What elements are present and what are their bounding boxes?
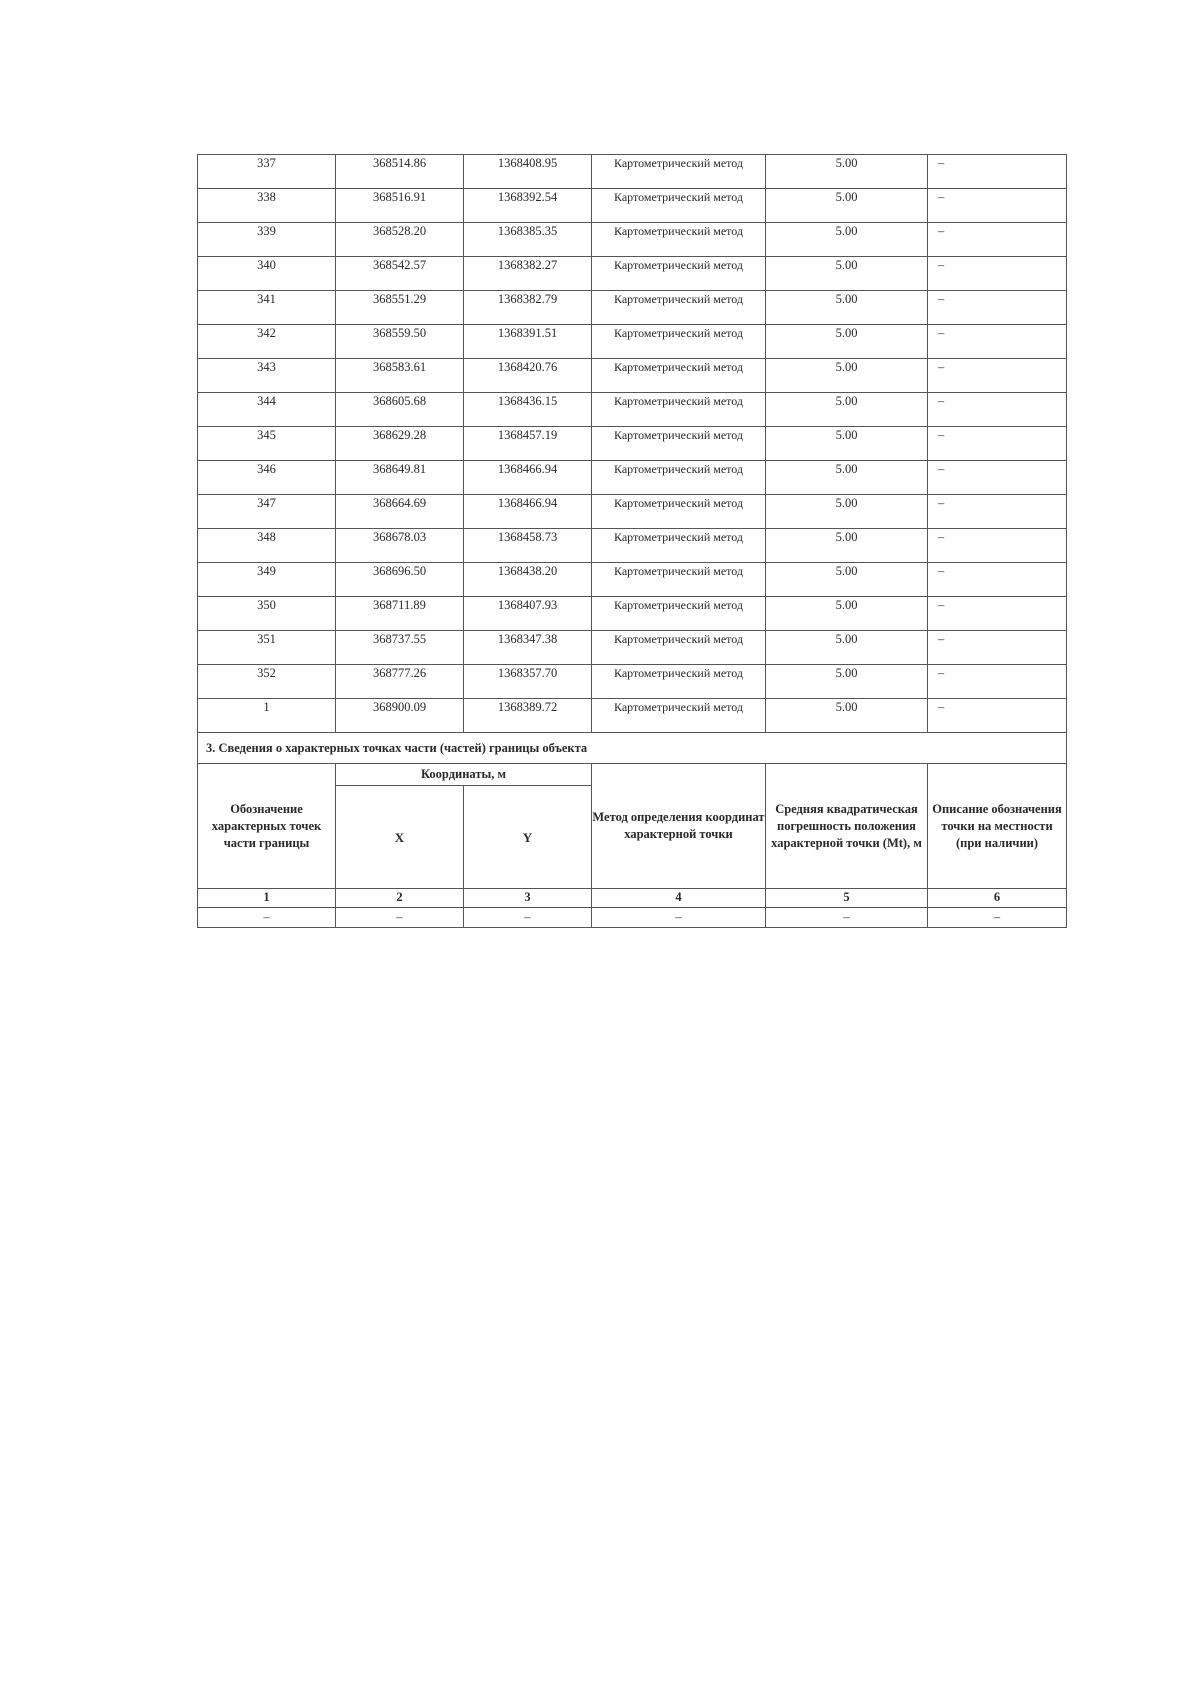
method-cell: Картометрический метод [592, 155, 766, 189]
section-3 [198, 733, 1067, 928]
empty-cell: – [766, 908, 928, 928]
table-row [198, 325, 1067, 359]
accuracy-cell: 5.00 [766, 291, 928, 325]
description-cell: – [928, 529, 1067, 563]
coord-x: 368629.28 [336, 427, 464, 461]
description-cell: – [928, 699, 1067, 733]
column-number: 6 [928, 889, 1067, 908]
coord-x: 368664.69 [336, 495, 464, 529]
accuracy-cell: 5.00 [766, 699, 928, 733]
column-number: 3 [464, 889, 592, 908]
description-cell: – [928, 223, 1067, 257]
accuracy-cell: 5.00 [766, 529, 928, 563]
empty-row [198, 908, 1067, 928]
method-cell: Картометрический метод [592, 359, 766, 393]
coord-x: 368777.26 [336, 665, 464, 699]
accuracy-cell: 5.00 [766, 495, 928, 529]
point-number: 351 [198, 631, 336, 665]
point-number: 340 [198, 257, 336, 291]
method-cell: Картометрический метод [592, 529, 766, 563]
header-description: Описание обозначения точки на местности (при наличии) [928, 764, 1067, 889]
accuracy-cell: 5.00 [766, 155, 928, 189]
coord-y: 1368457.19 [464, 427, 592, 461]
coord-y: 1368385.35 [464, 223, 592, 257]
point-number: 343 [198, 359, 336, 393]
method-cell: Картометрический метод [592, 495, 766, 529]
accuracy-cell: 5.00 [766, 665, 928, 699]
accuracy-cell: 5.00 [766, 631, 928, 665]
coord-y: 1368391.51 [464, 325, 592, 359]
column-numbers-row [198, 889, 1067, 908]
coord-x: 368737.55 [336, 631, 464, 665]
description-cell: – [928, 665, 1067, 699]
column-number: 1 [198, 889, 336, 908]
coord-y: 1368438.20 [464, 563, 592, 597]
table-row [198, 597, 1067, 631]
table-row [198, 461, 1067, 495]
point-number: 339 [198, 223, 336, 257]
point-number: 338 [198, 189, 336, 223]
coord-x: 368542.57 [336, 257, 464, 291]
method-cell: Картометрический метод [592, 461, 766, 495]
table-row [198, 699, 1067, 733]
coord-x: 368583.61 [336, 359, 464, 393]
description-cell: – [928, 631, 1067, 665]
accuracy-cell: 5.00 [766, 223, 928, 257]
method-cell: Картометрический метод [592, 699, 766, 733]
column-number: 4 [592, 889, 766, 908]
point-number: 350 [198, 597, 336, 631]
description-cell: – [928, 257, 1067, 291]
empty-cell: – [336, 908, 464, 928]
table-row [198, 257, 1067, 291]
coord-y: 1368420.76 [464, 359, 592, 393]
coordinates-rows [198, 155, 1067, 733]
description-cell: – [928, 495, 1067, 529]
coord-y: 1368436.15 [464, 393, 592, 427]
table-row [198, 223, 1067, 257]
accuracy-cell: 5.00 [766, 563, 928, 597]
table-row [198, 359, 1067, 393]
table-row [198, 529, 1067, 563]
method-cell: Картометрический метод [592, 325, 766, 359]
header-y: Y [464, 786, 592, 889]
header-coordinates: Координаты, м [336, 764, 592, 786]
method-cell: Картометрический метод [592, 563, 766, 597]
accuracy-cell: 5.00 [766, 189, 928, 223]
coord-x: 368514.86 [336, 155, 464, 189]
coord-x: 368559.50 [336, 325, 464, 359]
header-point-designation: Обозначение характерных точек части границы [198, 764, 336, 889]
description-cell: – [928, 359, 1067, 393]
table-row [198, 495, 1067, 529]
column-number: 5 [766, 889, 928, 908]
description-cell: – [928, 461, 1067, 495]
point-number: 341 [198, 291, 336, 325]
point-number: 342 [198, 325, 336, 359]
coord-y: 1368407.93 [464, 597, 592, 631]
table-row [198, 631, 1067, 665]
table-row [198, 393, 1067, 427]
header-method: Метод определения координат характерной точки [592, 764, 766, 889]
method-cell: Картометрический метод [592, 393, 766, 427]
coord-x: 368696.50 [336, 563, 464, 597]
table-row [198, 189, 1067, 223]
method-cell: Картометрический метод [592, 631, 766, 665]
coord-y: 1368382.27 [464, 257, 592, 291]
empty-cell: – [592, 908, 766, 928]
description-cell: – [928, 325, 1067, 359]
coord-x: 368678.03 [336, 529, 464, 563]
point-number: 347 [198, 495, 336, 529]
accuracy-cell: 5.00 [766, 393, 928, 427]
method-cell: Картометрический метод [592, 223, 766, 257]
method-cell: Картометрический метод [592, 597, 766, 631]
coord-x: 368551.29 [336, 291, 464, 325]
description-cell: – [928, 393, 1067, 427]
coord-y: 1368466.94 [464, 461, 592, 495]
point-number: 337 [198, 155, 336, 189]
point-number: 348 [198, 529, 336, 563]
description-cell: – [928, 155, 1067, 189]
accuracy-cell: 5.00 [766, 597, 928, 631]
coordinates-table [197, 154, 1067, 928]
empty-cell: – [928, 908, 1067, 928]
description-cell: – [928, 563, 1067, 597]
accuracy-cell: 5.00 [766, 257, 928, 291]
empty-cell: – [464, 908, 592, 928]
table-row [198, 427, 1067, 461]
header-accuracy: Средняя квадратическая погрешность положения характерной точки (Mt), м [766, 764, 928, 889]
section-3-title: 3. Сведения о характерных точках части (частей) границы объекта [198, 733, 1067, 764]
coord-y: 1368392.54 [464, 189, 592, 223]
coord-x: 368649.81 [336, 461, 464, 495]
accuracy-cell: 5.00 [766, 359, 928, 393]
header-x: X [336, 786, 464, 889]
table-row [198, 665, 1067, 699]
coord-y: 1368458.73 [464, 529, 592, 563]
method-cell: Картометрический метод [592, 189, 766, 223]
point-number: 345 [198, 427, 336, 461]
point-number: 344 [198, 393, 336, 427]
method-cell: Картометрический метод [592, 291, 766, 325]
coord-x: 368528.20 [336, 223, 464, 257]
method-cell: Картометрический метод [592, 665, 766, 699]
point-number: 349 [198, 563, 336, 597]
table-row [198, 563, 1067, 597]
coord-y: 1368347.38 [464, 631, 592, 665]
coord-x: 368605.68 [336, 393, 464, 427]
coord-x: 368516.91 [336, 189, 464, 223]
coord-y: 1368382.79 [464, 291, 592, 325]
accuracy-cell: 5.00 [766, 461, 928, 495]
point-number: 352 [198, 665, 336, 699]
coord-x: 368711.89 [336, 597, 464, 631]
description-cell: – [928, 597, 1067, 631]
description-cell: – [928, 291, 1067, 325]
accuracy-cell: 5.00 [766, 427, 928, 461]
coord-x: 368900.09 [336, 699, 464, 733]
column-number: 2 [336, 889, 464, 908]
accuracy-cell: 5.00 [766, 325, 928, 359]
description-cell: – [928, 427, 1067, 461]
table-row [198, 155, 1067, 189]
table-row [198, 291, 1067, 325]
description-cell: – [928, 189, 1067, 223]
coord-y: 1368466.94 [464, 495, 592, 529]
method-cell: Картометрический метод [592, 427, 766, 461]
coord-y: 1368389.72 [464, 699, 592, 733]
coordinates-sheet [197, 154, 1066, 928]
coord-y: 1368357.70 [464, 665, 592, 699]
coord-y: 1368408.95 [464, 155, 592, 189]
point-number: 1 [198, 699, 336, 733]
method-cell: Картометрический метод [592, 257, 766, 291]
point-number: 346 [198, 461, 336, 495]
empty-cell: – [198, 908, 336, 928]
